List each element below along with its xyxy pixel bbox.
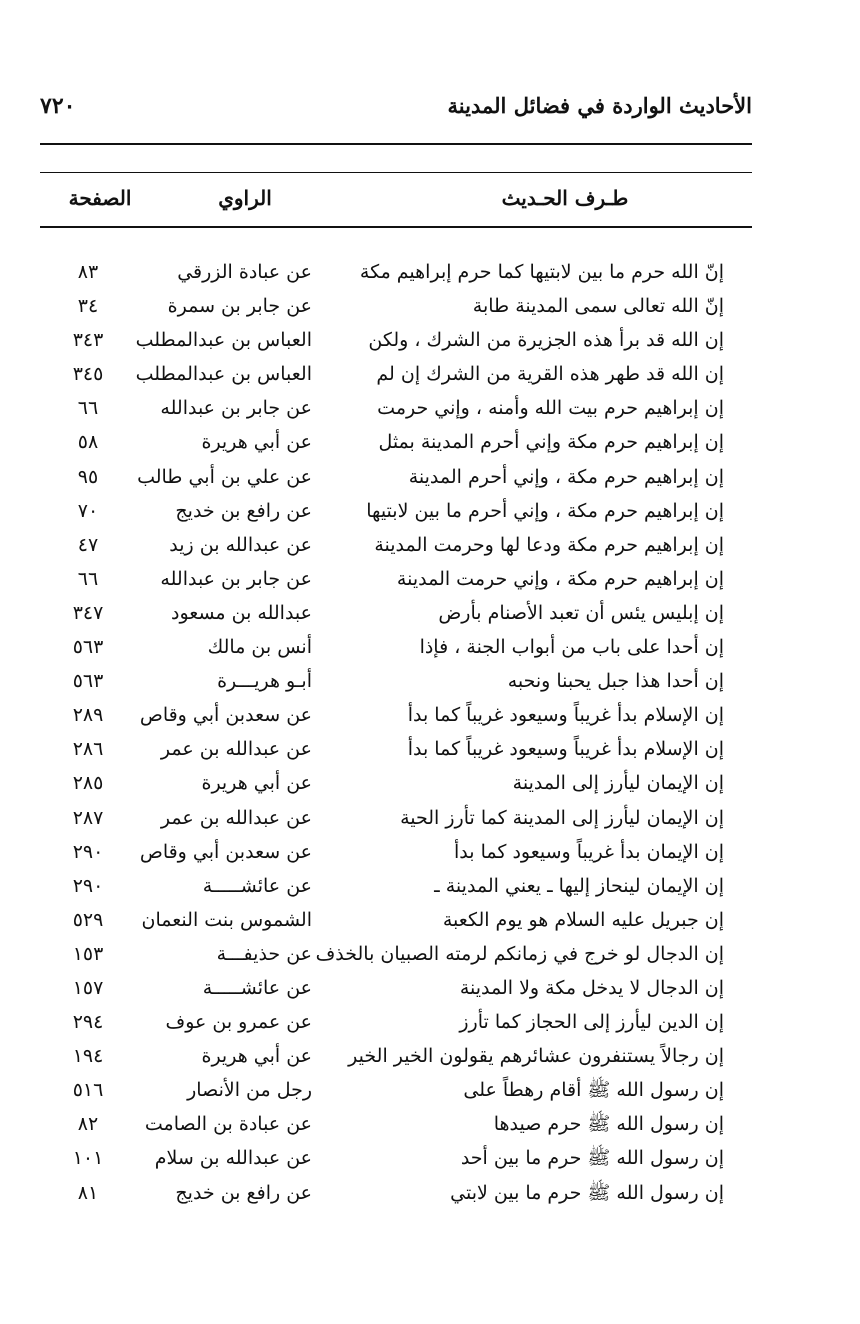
page-reference: ٨١ <box>77 1181 99 1204</box>
table-row <box>40 1005 752 1039</box>
table-row <box>40 425 752 459</box>
hadith-incipit: إن إبراهيم حرم بيت الله وأمنه ، وإني حرمت <box>377 397 724 420</box>
narrator: العباس بن عبدالمطلب <box>135 329 312 352</box>
page-reference: ٩٥ <box>77 465 99 488</box>
narrator: عن عبدالله بن عمر <box>160 806 312 829</box>
table-top-rule <box>40 172 752 173</box>
table-row <box>40 903 752 937</box>
hadith-incipit: إن الله قد طهر هذه القرية من الشرك إن لم <box>376 363 724 386</box>
table-row <box>40 732 752 766</box>
page-reference: ١٥٧ <box>72 976 104 999</box>
running-header <box>40 93 752 129</box>
hadith-incipit: إنّ الله تعالى سمى المدينة طابة <box>472 295 724 318</box>
narrator: عن جابر بن عبدالله <box>160 567 312 590</box>
hadith-incipit: إن الإسلام بدأ غريباً وسيعود غريباً كما بدأ <box>407 738 724 761</box>
header-rule <box>40 143 752 145</box>
table-row <box>40 630 752 664</box>
hadith-incipit: إن الإيمان ليأرز إلى المدينة كما تأرز الحية <box>400 806 724 829</box>
narrator: عن عبدالله بن زيد <box>169 533 312 556</box>
page-reference: ٧٠ <box>77 499 99 522</box>
hadith-incipit: إن الإيمان بدأ غريباً وسيعود كما بدأ <box>454 840 724 863</box>
table-row <box>40 391 752 425</box>
narrator: أنس بن مالك <box>207 636 312 659</box>
narrator: عن عائشـــــة <box>202 874 312 897</box>
narrator: عن جابر بن سمرة <box>167 295 312 318</box>
narrator: عن عبادة بن الصامت <box>144 1113 312 1136</box>
page-reference: ٢٩٠ <box>72 840 104 863</box>
narrator: عن رافع بن خديج <box>175 499 312 522</box>
page-reference: ٥٨ <box>77 431 99 454</box>
narrator: عن حذيفـــة <box>216 942 312 965</box>
table-row <box>40 289 752 323</box>
hadith-incipit: إن إبراهيم حرم مكة ، وإني أحرم المدينة <box>408 465 724 488</box>
page-reference: ١٥٣ <box>72 942 104 965</box>
page-reference: ٢٩٠ <box>72 874 104 897</box>
table-header-rule <box>40 226 752 228</box>
narrator: عن جابر بن عبدالله <box>160 397 312 420</box>
narrator: عن عبادة الزرقي <box>177 261 312 283</box>
book-title: الأحاديث الواردة في فضائل المدينة <box>447 93 752 118</box>
narrator: عن أبي هريرة <box>201 772 312 795</box>
hadith-incipit: إن الدجال لا يدخل مكة ولا المدينة <box>459 976 724 999</box>
table-row <box>40 698 752 732</box>
hadith-incipit: إن رجالاً يستنفرون عشائرهم يقولون الخير الخير <box>348 1045 724 1068</box>
hadith-incipit: إنّ الله حرم ما بين لابتيها كما حرم إبراهيم مكة <box>359 261 724 283</box>
narrator: عن عائشـــــة <box>202 976 312 999</box>
hadith-incipit: إن رسول الله ﷺ حرم ما بين لابتي <box>450 1181 724 1204</box>
table-row <box>40 766 752 800</box>
page-reference: ٥٢٩ <box>72 908 104 931</box>
table-row <box>40 1176 752 1210</box>
narrator: الشموس بنت النعمان <box>141 908 312 931</box>
table-row <box>40 869 752 903</box>
hadith-incipit: إن رسول الله ﷺ أقام رهطاً على <box>463 1079 724 1102</box>
hadith-incipit: إن رسول الله ﷺ حرم صيدها <box>493 1113 724 1136</box>
narrator: عن سعدبن أبي وقاص <box>139 704 312 727</box>
narrator: عن أبي هريرة <box>201 431 312 454</box>
table-row <box>40 1141 752 1175</box>
table-row <box>40 971 752 1005</box>
page-reference: ٣٤٥ <box>72 363 104 386</box>
page-reference: ٢٨٩ <box>72 704 104 727</box>
column-header-page: الصفحة <box>68 186 132 210</box>
hadith-incipit: إن إبراهيم حرم مكة ، وإني أحرم ما بين لابتيها <box>366 499 724 522</box>
hadith-incipit: إن الإيمان ليأرز إلى المدينة <box>512 772 724 795</box>
page-reference: ٢٩٤ <box>72 1011 104 1034</box>
narrator: رجل من الأنصار <box>187 1079 312 1102</box>
hadith-incipit: إن إبراهيم حرم مكة وإني أحرم المدينة بمثل <box>378 431 724 454</box>
page-reference: ٥٦٣ <box>72 636 104 659</box>
hadith-incipit: إن أحدا هذا جبل يحبنا ونحبه <box>507 670 724 693</box>
hadith-incipit: إن إبليس يئس أن تعبد الأصنام بأرض <box>438 601 724 624</box>
table-row <box>40 835 752 869</box>
page-reference: ٢٨٥ <box>72 772 104 795</box>
table-row <box>40 664 752 698</box>
table-row <box>40 596 752 630</box>
table-row <box>40 494 752 528</box>
column-header-narrator: الراوي <box>218 186 272 210</box>
table-row <box>40 323 752 357</box>
page-reference: ٥٦٣ <box>72 670 104 693</box>
narrator: عن أبي هريرة <box>201 1045 312 1068</box>
narrator: عن عبدالله بن عمر <box>160 738 312 761</box>
narrator: عن رافع بن خديج <box>175 1181 312 1204</box>
hadith-incipit: إن الله قد برأ هذه الجزيرة من الشرك ، ولكن <box>368 329 724 352</box>
table-row <box>40 1107 752 1141</box>
page-reference: ٣٤٣ <box>72 329 104 352</box>
page-reference: ٣٤ <box>77 295 99 318</box>
table-row <box>40 1073 752 1107</box>
table-row <box>40 357 752 391</box>
hadith-incipit: إن الإسلام بدأ غريباً وسيعود غريباً كما بدأ <box>407 704 724 727</box>
page-reference: ٦٦ <box>77 397 99 420</box>
table-row <box>40 255 752 289</box>
hadith-incipit: إن الدين ليأرز إلى الحجاز كما تأرز <box>459 1011 724 1034</box>
table-row <box>40 562 752 596</box>
hadith-incipit: إن الإيمان لينحاز إليها ـ يعني المدينة ـ <box>434 874 724 897</box>
index-table-body <box>40 255 752 1210</box>
table-row <box>40 528 752 562</box>
page-reference: ٥١٦ <box>72 1079 104 1102</box>
narrator: عن عمرو بن عوف <box>165 1011 312 1034</box>
page-reference: ٣٤٧ <box>72 601 104 624</box>
page-reference: ٢٨٧ <box>72 806 104 829</box>
column-header-hadith: طـرف الحـديث <box>501 186 629 210</box>
hadith-incipit: إن إبراهيم حرم مكة ، وإني حرمت المدينة <box>396 567 724 590</box>
hadith-incipit: إن جبريل عليه السلام هو يوم الكعبة <box>442 908 724 931</box>
hadith-incipit: إن أحدا على باب من أبواب الجنة ، فإذا <box>419 636 724 659</box>
page-reference: ١٠١ <box>72 1147 104 1170</box>
table-row <box>40 801 752 835</box>
narrator: عن عبدالله بن سلام <box>154 1147 312 1170</box>
table-row <box>40 937 752 971</box>
table-row <box>40 1039 752 1073</box>
page-reference: ٢٨٦ <box>72 738 104 761</box>
hadith-incipit: إن إبراهيم حرم مكة ودعا لها وحرمت المدينة <box>374 533 724 556</box>
page-reference: ٤٧ <box>77 533 99 556</box>
page-reference: ٦٦ <box>77 567 99 590</box>
narrator: أبـو هريـــرة <box>217 670 312 693</box>
hadith-incipit: إن الدجال لو خرج في زمانكم لرمته الصبيان بالخذف <box>315 942 724 965</box>
narrator: عبدالله بن مسعود <box>171 601 312 624</box>
narrator: عن سعدبن أبي وقاص <box>139 840 312 863</box>
hadith-incipit: إن رسول الله ﷺ حرم ما بين أحد <box>460 1147 724 1170</box>
page-reference: ٨٢ <box>77 1113 99 1136</box>
page-reference: ١٩٤ <box>72 1045 104 1068</box>
table-row <box>40 460 752 494</box>
page-reference: ٨٣ <box>77 261 99 283</box>
narrator: عن علي بن أبي طالب <box>137 465 312 488</box>
narrator: العباس بن عبدالمطلب <box>135 363 312 386</box>
page-number: ٧٢٠ <box>40 93 76 119</box>
